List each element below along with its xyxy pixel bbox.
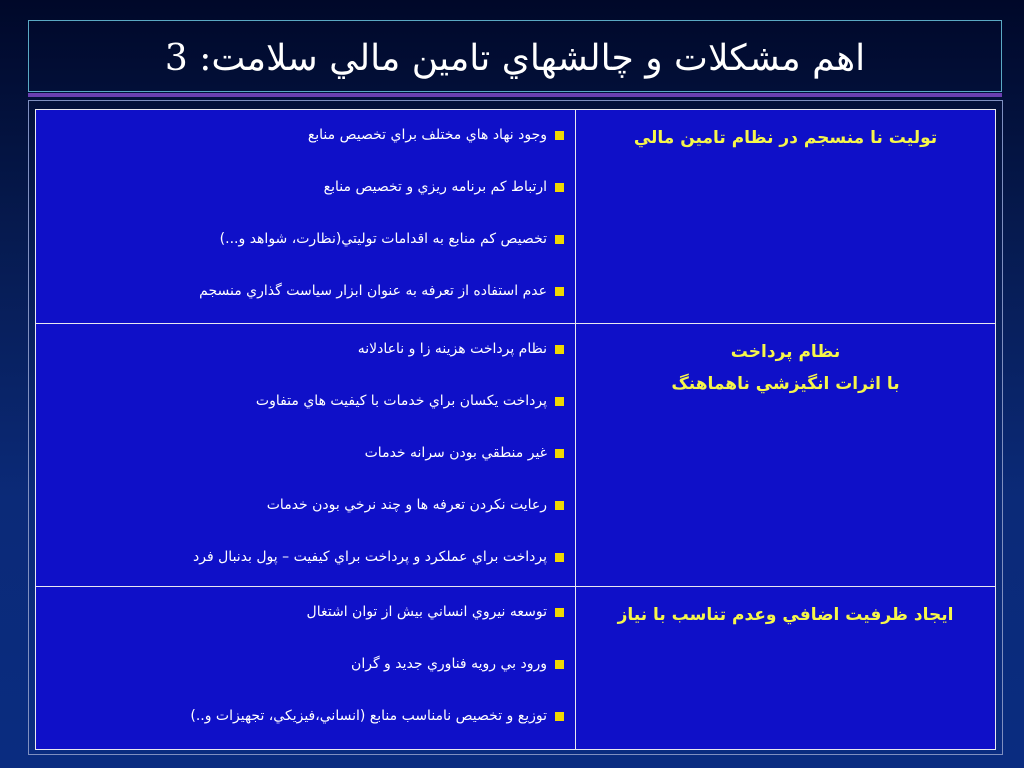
list-item <box>36 122 564 148</box>
list-item-text: پرداخت يكسان براي خدمات با كيفيت هاي متفاوت <box>255 393 547 409</box>
list-item <box>36 703 564 729</box>
list-item-text: غير منطقي بودن سرانه خدمات <box>364 445 547 461</box>
list-item-text: تخصيص كم منابع به اقدامات توليتي(نظارت، شواهد و...) <box>219 231 547 247</box>
square-bullet-icon <box>555 608 564 617</box>
list-item <box>36 651 564 677</box>
square-bullet-icon <box>555 131 564 140</box>
list-item-text: توزيع و تخصيص نامناسب منابع (انساني،فيزيكي، تجهيزات و..) <box>190 708 547 724</box>
list-item <box>36 174 564 200</box>
table-row <box>35 586 996 750</box>
list-item <box>36 544 564 570</box>
list-item-text: وجود نهاد هاي مختلف براي تخصيص منابع <box>307 127 547 143</box>
row-heading: نظام پرداخت <box>730 342 841 362</box>
square-bullet-icon <box>555 183 564 192</box>
list-item <box>36 226 564 252</box>
list-item <box>36 492 564 518</box>
list-item-text: ورود بي رويه فناوري جديد و گران <box>351 656 547 672</box>
square-bullet-icon <box>555 345 564 354</box>
row-heading-cell <box>575 110 995 324</box>
list-item <box>36 336 564 362</box>
problems-table <box>28 100 1003 755</box>
row-items-cell <box>36 587 576 749</box>
square-bullet-icon <box>555 501 564 510</box>
square-bullet-icon <box>555 660 564 669</box>
list-item-text: رعايت نكردن تعرفه ها و چند نرخي بودن خدمات <box>266 497 547 513</box>
row-heading: ايجاد ظرفيت اضافي وعدم تناسب با نياز <box>617 605 954 625</box>
list-item-text: عدم استفاده از تعرفه به عنوان ابزار سياست گذاري منسجم <box>199 283 547 299</box>
list-item <box>36 388 564 414</box>
title-box <box>28 20 1002 92</box>
square-bullet-icon <box>555 449 564 458</box>
row-items-cell <box>36 110 576 324</box>
square-bullet-icon <box>555 397 564 406</box>
row-heading-subline: با اثرات انگيزشي ناهماهنگ <box>671 374 900 394</box>
list-item-text: ارتباط كم برنامه ريزي و تخصيص منابع <box>323 179 547 195</box>
table-row <box>35 109 996 325</box>
list-item-text: نظام پرداخت هزينه زا و ناعادلانه <box>357 341 547 357</box>
table-row <box>35 323 996 588</box>
row-heading-cell <box>575 324 995 587</box>
row-items-cell <box>36 324 576 587</box>
row-heading: توليت نا منسجم در نظام تامين مالي <box>633 128 938 148</box>
square-bullet-icon <box>555 553 564 562</box>
square-bullet-icon <box>555 287 564 296</box>
list-item <box>36 278 564 304</box>
list-item <box>36 599 564 625</box>
list-item <box>36 440 564 466</box>
list-item-text: پرداخت براي عملكرد و پرداخت براي كيفيت – پول بدنبال فرد <box>193 549 547 565</box>
list-item-text: توسعه نيروي انساني بيش از توان اشتغال <box>306 604 547 620</box>
square-bullet-icon <box>555 235 564 244</box>
title-underline <box>28 93 1002 97</box>
slide-title: اهم مشكلات و چالشهاي تامين مالي سلامت: 3 <box>164 38 866 79</box>
square-bullet-icon <box>555 712 564 721</box>
row-heading-cell <box>575 587 995 749</box>
